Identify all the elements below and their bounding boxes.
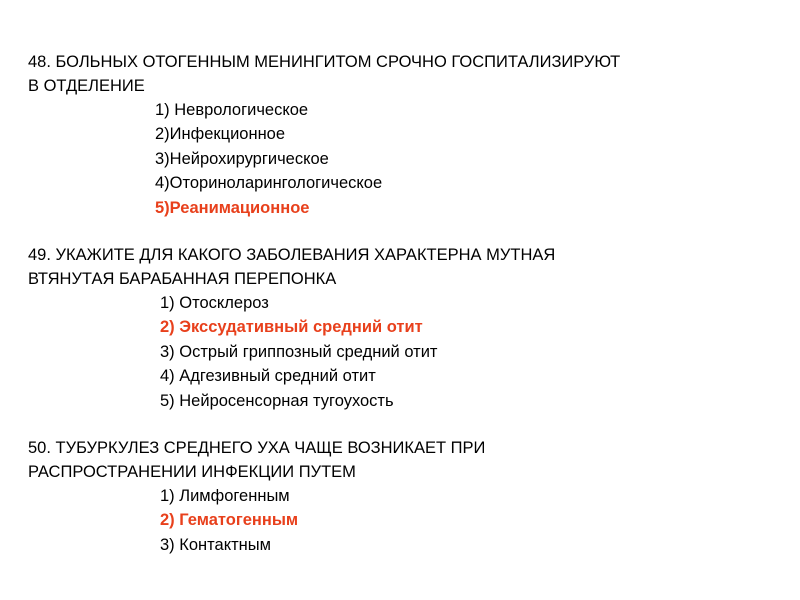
answer-option: 3) Контактным	[160, 535, 271, 554]
correct-answer-option: 5)Реанимационное	[155, 198, 310, 217]
answer-options	[160, 484, 778, 557]
question-text: 48. БОЛЬНЫХ ОТОГЕННЫМ МЕНИНГИТОМ СРОЧНО ГОСПИТАЛИЗИРУЮТ В ОТДЕЛЕНИЕ	[28, 53, 621, 95]
answer-option: 1) Неврологическое	[155, 101, 309, 119]
answer-option: 3) Острый гриппозный средний отит	[160, 342, 438, 361]
correct-answer-option: 2) Гематогенным	[160, 511, 299, 530]
answer-option: 1) Отосклероз	[160, 294, 269, 312]
question-48	[28, 50, 778, 220]
answer-option: 5) Нейросенсорная тугоухость	[160, 391, 394, 410]
question-text: 50. ТУБУРКУЛЕЗ СРЕДНЕГО УХА ЧАЩЕ ВОЗНИКАЕТ ПРИ РАСПРОСТРАНЕНИИ ИНФЕКЦИИ ПУТЕМ	[28, 439, 486, 481]
answer-option: 2)Инфекционное	[155, 125, 286, 144]
question-text: 49. УКАЖИТЕ ДЛЯ КАКОГО ЗАБОЛЕВАНИЯ ХАРАКТЕРНА МУТНАЯ ВТЯНУТАЯ БАРАБАННАЯ ПЕРЕПОНКА	[28, 246, 556, 288]
answer-option: 3)Нейрохирургическое	[155, 149, 329, 168]
question-50	[28, 436, 778, 557]
answer-option: 1) Лимфогенным	[160, 487, 290, 505]
question-49	[28, 243, 778, 413]
answer-options	[155, 98, 778, 220]
answer-option: 4)Оториноларингологическое	[155, 174, 383, 193]
answer-option: 4) Адгезивный средний отит	[160, 367, 376, 386]
correct-answer-option: 2) Экссудативный средний отит	[160, 318, 423, 337]
answer-options	[160, 291, 778, 413]
